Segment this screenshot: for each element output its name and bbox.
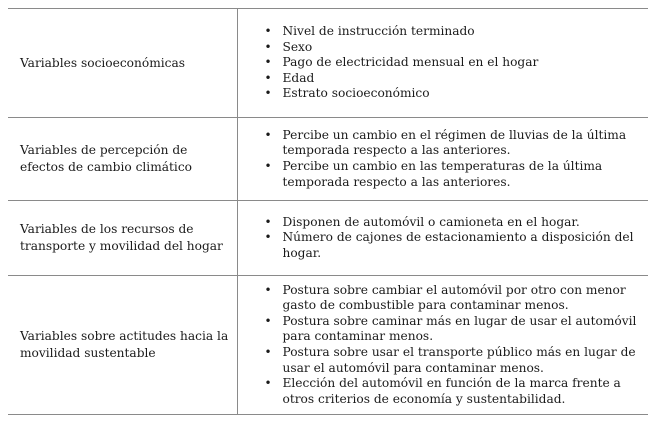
- category-cell: Variables de los recursos de transporte y movilidad del hogar: [8, 201, 237, 276]
- bullet-list: [264, 283, 643, 408]
- items-cell: [237, 118, 648, 201]
- category-cell: Variables socioeconómicas: [8, 9, 237, 118]
- bullet-list: [264, 215, 643, 262]
- items-cell: [237, 201, 648, 276]
- category-cell: Variables sobre actitudes hacia la movilidad sustentable: [8, 276, 237, 415]
- list-item: • Elección del automóvil en función de la marca frente a otros criterios de economía y sustentabilidad.: [264, 376, 643, 407]
- bullet-list: [264, 24, 643, 102]
- category-cell: Variables de percepción de efectos de cambio climático: [8, 118, 237, 201]
- list-item: • Postura sobre cambiar el automóvil por otro con menor gasto de combustible para contaminar menos.: [264, 283, 643, 314]
- list-item: • Estrato socioeconómico: [264, 86, 643, 102]
- list-item: • Disponen de automóvil o camioneta en el hogar.: [264, 215, 643, 231]
- bullet-list: [264, 128, 643, 190]
- list-item: • Nivel de instrucción terminado: [264, 24, 643, 40]
- list-item: • Edad: [264, 71, 643, 87]
- list-item: • Percibe un cambio en el régimen de lluvias de la última temporada respecto a las anteriores.: [264, 128, 643, 159]
- items-cell: [237, 9, 648, 118]
- list-item: • Postura sobre caminar más en lugar de usar el automóvil para contaminar menos.: [264, 314, 643, 345]
- table-row: [8, 9, 648, 118]
- table-row: [8, 118, 648, 201]
- table-row: [8, 201, 648, 276]
- list-item: • Percibe un cambio en las temperaturas de la última temporada respecto a las anteriores.: [264, 159, 643, 190]
- list-item: • Número de cajones de estacionamiento a disposición del hogar.: [264, 230, 643, 261]
- list-item: • Postura sobre usar el transporte público más en lugar de usar el automóvil para contaminar menos.: [264, 345, 643, 376]
- table-row: [8, 276, 648, 415]
- items-cell: [237, 276, 648, 415]
- list-item: • Pago de electricidad mensual en el hogar: [264, 55, 643, 71]
- variables-table: [8, 8, 648, 415]
- list-item: • Sexo: [264, 40, 643, 56]
